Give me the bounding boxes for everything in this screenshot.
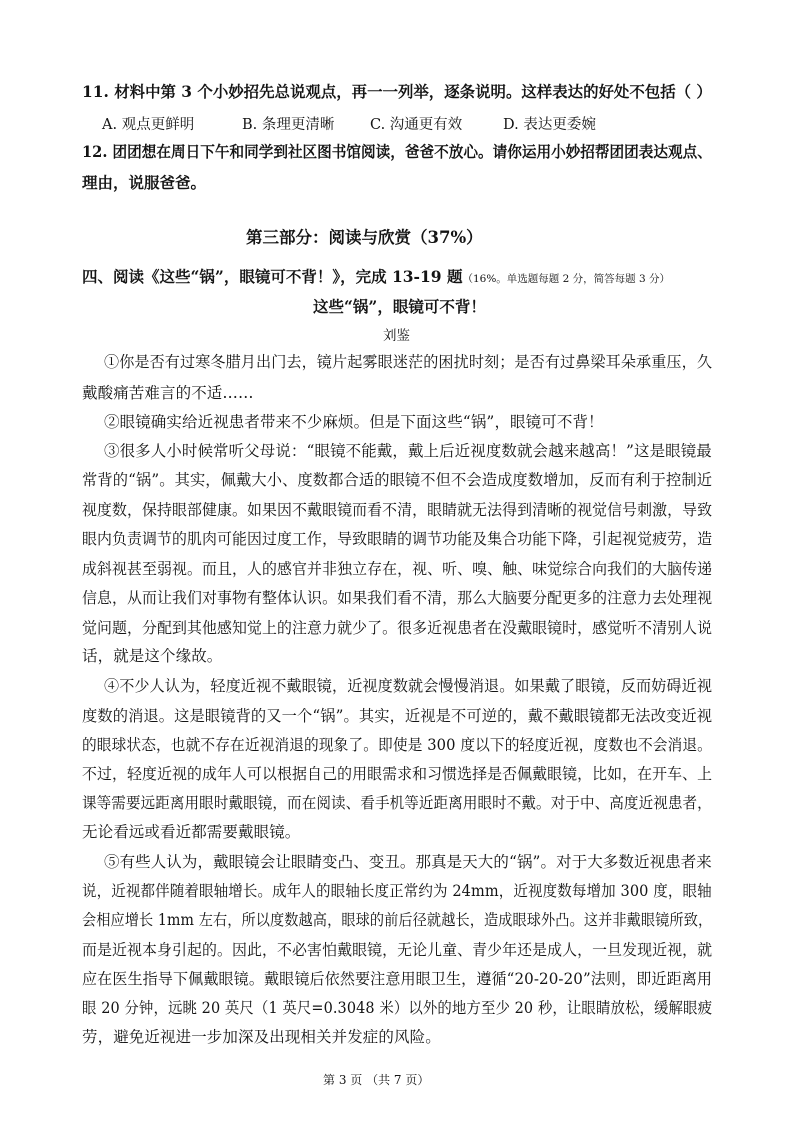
question-11-option-c: C. 沟通更有效 <box>370 117 463 133</box>
article-line: 课等需要远距离用眼时戴眼镜，而在阅读、看手机等近距离用眼时不戴。对于中、高度近视患者， <box>82 794 712 812</box>
article-line: ③很多人小时候常听父母说：“眼镜不能戴，戴上后近视度数就会越来越高！”这是眼镜最 <box>104 442 712 460</box>
article-line: ⑤有些人认为，戴眼镜会让眼睛变凸、变丑。那真是天大的“锅”。对于大多数近视患者来 <box>104 853 712 871</box>
question-11-stem: 11. 材料中第 3 个小妙招先总说观点，再一一列举，逐条说明。这样表达的好处不包括（ ） <box>82 82 712 101</box>
part-3-heading: 第三部分：阅读与欣赏（37%） <box>246 228 483 247</box>
article-line: 度数的消退。这是眼镜背的又一个“锅”。其实，近视是不可逆的，戴不戴眼镜都无法改变近视 <box>82 707 713 725</box>
article-line: 戴酸痛苦难言的不适…… <box>82 384 254 402</box>
article-line: 觉问题，分配到其他感知觉上的注意力就少了。很多近视患者在没戴眼镜时，感觉听不清别人说 <box>82 619 713 637</box>
article-line: 而是近视本身引起的。因此，不必害怕戴眼镜，无论儿童、青少年还是成人，一旦发现近视，就 <box>82 941 713 959</box>
article-line: 信息，从而让我们对事物有整体认识。如果我们看不清，那么大脑要分配更多的注意力去处理视 <box>82 589 713 607</box>
article-line: ④不少人认为，轻度近视不戴眼镜，近视度数就会慢慢消退。如果戴了眼镜，反而妨碍近视 <box>104 677 713 695</box>
article-line: 劳，避免近视进一步加深及出现相关并发症的风险。 <box>82 1028 441 1046</box>
article-line: 常背的“锅”。其实，佩戴大小、度数都合适的眼镜不但不会造成度数增加，反而有利于控制近 <box>82 471 713 489</box>
question-12-line-2: 理由，说服爸爸。 <box>82 173 207 192</box>
article-line: 说，近视都伴随着眼轴增长。成年人的眼轴长度正常约为 24mm，近视度数每增加 300 度，眼轴 <box>82 882 712 900</box>
question-11-option-a: A. 观点更鲜明 <box>102 117 195 133</box>
article-line: 会相应增长 1mm 左右，所以度数越高，眼球的前后径就越长，造成眼球外凸。这并非戴眼镜所致， <box>82 911 713 929</box>
article-line: ②眼镜确实给近视患者带来不少麻烦。但是下面这些“锅”，眼镜可不背！ <box>104 413 604 431</box>
question-12-line-1: 12. 团团想在周日下午和同学到社区图书馆阅读，爸爸不放心。请你运用小妙招帮团团表达观点、 <box>82 142 712 161</box>
article-line: 的眼球状态，也就不存在近视消退的现象了。即使是 300 度以下的轻度近视，度数也不会消退。 <box>82 736 712 754</box>
page-footer: 第 3 页 （共 7 页） <box>323 1073 430 1087</box>
article-line: 眼 20 分钟，远眺 20 英尺（1 英尺=0.3048 米）以外的地方至少 20 秒，让眼睛放松，缓解眼疲 <box>82 999 713 1017</box>
article-line: 话，就是这个缘故。 <box>82 647 223 665</box>
article-line: 无论看远或看近都需要戴眼镜。 <box>82 823 301 841</box>
article-author: 刘鉴 <box>383 328 410 344</box>
article-line: 视度数，保持眼部健康。如果因不戴眼镜而看不清，眼睛就无法得到清晰的视觉信号刺激，导致 <box>82 501 713 519</box>
section-4-heading <box>82 267 670 289</box>
section-4-note: （16%。单选题每题 2 分，简答每题 3 分） <box>462 273 671 285</box>
article-line: ①你是否有过寒冬腊月出门去，镜片起雾眼迷茫的困扰时刻；是否有过鼻梁耳朵承重压，久 <box>104 353 713 371</box>
article-line: 应在医生指导下佩戴眼镜。戴眼镜后依然要注意用眼卫生，遵循“20-20-20”法则，即近距离用 <box>82 970 713 988</box>
section-4-main: 四、阅读《这些“锅”，眼镜可不背！》，完成 13-19 题 <box>82 267 463 286</box>
article-line: 不过，轻度近视的成年人可以根据自己的用眼需求和习惯选择是否佩戴眼镜，比如，在开车、上 <box>82 765 713 783</box>
article-line: 眼内负责调节的肌肉可能因过度工作，导致眼睛的调节功能及集合功能下降，引起视觉疲劳，造 <box>82 530 713 548</box>
article-title: 这些“锅”，眼镜可不背！ <box>313 297 486 316</box>
article-line: 成斜视甚至弱视。而且，人的感官并非独立存在，视、听、嗅、触、味觉综合向我们的大脑传递 <box>82 560 713 578</box>
question-11-option-b: B. 条理更清晰 <box>242 117 335 133</box>
question-11-option-d: D. 表达更委婉 <box>503 117 596 133</box>
